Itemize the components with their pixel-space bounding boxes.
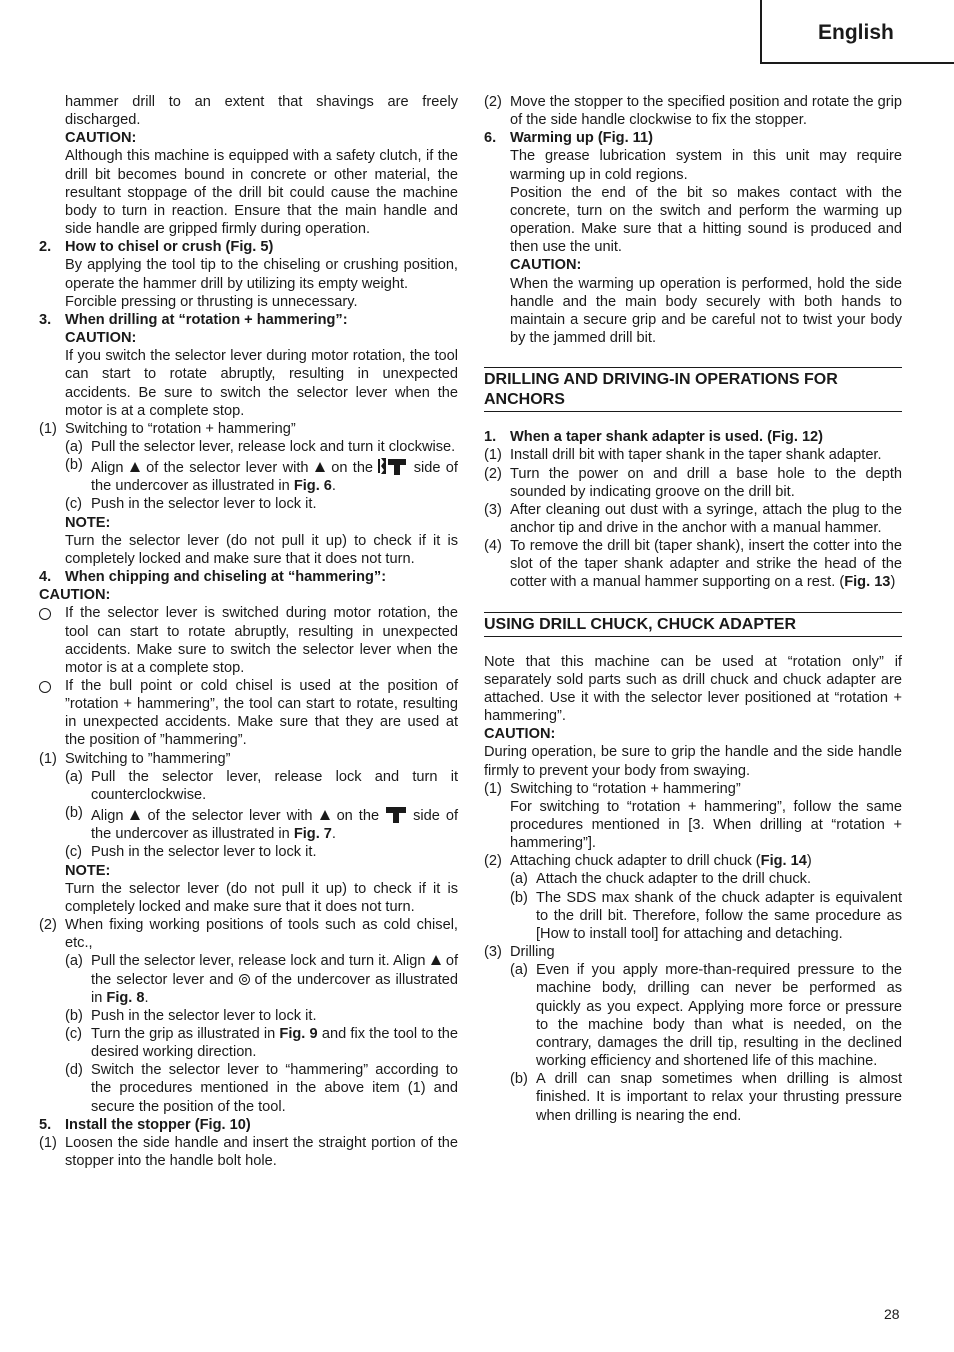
list-item: (3) After cleaning out dust with a syringe, attach the plug to the anchor tip and drive in the anchor with a manual hammer. xyxy=(484,501,902,536)
section-6-heading: 6. Warming up (Fig. 11) xyxy=(484,130,653,147)
triangle-mark-icon xyxy=(315,462,325,472)
triangle-mark-icon xyxy=(130,810,140,820)
list-item: If the selector lever is switched during motor rotation, the tool can start to rotate abruptly, resulting in unexpected accidents. Make sure to switch the selector lever when the motor is at a complete stop. xyxy=(39,604,458,677)
list-item: (c) Push in the selector lever to lock it. xyxy=(65,496,317,513)
list-item: (b) Align of the selector lever with on the side of the undercover as illustrated in Fig. 6. xyxy=(65,457,458,495)
list-item: (2) Move the stopper to the specified position and rotate the grip of the side handle clockwise to fix the stopper. xyxy=(484,94,902,129)
left-column xyxy=(39,93,458,1170)
list-item: (a) Pull the selector lever, release lock and turn it clockwise. xyxy=(65,438,456,455)
list-item: (4) To remove the drill bit (taper shank), insert the cotter into the slot of the taper shank adapter and strike the head of the cotter with a manual hammer supporting on a rest. (Fig. 13) xyxy=(484,538,902,591)
section-heading-anchors: DRILLING AND DRIVING-IN OPERATIONS FOR ANCHORS xyxy=(484,367,902,412)
list-item: (2) When fixing working positions of tools such as cold chisel, etc., xyxy=(39,917,458,952)
list-item: (2) Attaching chuck adapter to drill chuck (Fig. 14) xyxy=(484,853,812,870)
page-number: 28 xyxy=(884,1306,900,1322)
note-label: NOTE: xyxy=(65,862,111,879)
paragraph: Note that this machine can be used at “rotation only” if separately sold parts such as drill chuck and chuck adapter are attached. Use it with the selector lever positioned at “rotation + hammering”. xyxy=(484,653,902,725)
caution-label: CAUTION: xyxy=(484,726,556,743)
subsection-heading: 1. When a taper shank adapter is used. (Fig. 12) xyxy=(484,429,824,446)
list-item: (a) Pull the selector lever, release lock and turn it. Align of the selector lever and of the undercover as illustrated in Fig. 8. xyxy=(65,953,459,1006)
rotation-hammering-icon xyxy=(378,456,408,476)
caution-text: During operation, be sure to grip the handle and the side handle firmly to prevent your body from swaying. xyxy=(484,744,902,779)
list-item: (a) Pull the selector lever, release lock and turn it counterclockwise. xyxy=(65,768,458,803)
paragraph: Position the end of the bit so makes contact with the concrete, turn on the switch and perform the warming up operation. Make sure that a hitting sound is produced and then use the unit. xyxy=(510,184,902,256)
paragraph: For switching to “rotation + hammering”, follow the same procedures mentioned in [3. When drilling at “rotation + hammering”]. xyxy=(510,798,902,852)
list-item: (a) Attach the chuck adapter to the drill chuck. xyxy=(510,871,812,888)
triangle-mark-icon xyxy=(130,462,140,472)
hammering-icon xyxy=(385,804,407,824)
paragraph: The grease lubrication system in this unit may require warming up in cold regions. xyxy=(510,148,902,183)
paragraph: hammer drill to an extent that shavings are freely discharged. xyxy=(65,94,458,129)
paragraph: Forcible pressing or thrusting is unnecessary. xyxy=(65,293,358,310)
list-item: (c) Turn the grip as illustrated in Fig. 9 and fix the tool to the desired working direction. xyxy=(65,1025,458,1061)
list-item: If the bull point or cold chisel is used at the position of ”rotation + hammering”, the tool can start to rotate, resulting in unexpected accidents. Make sure that they are used at the position of ”hammering”. xyxy=(39,677,458,750)
section-4-heading: 4. When chipping and chiseling at “hammering”: xyxy=(39,569,387,586)
language-tab xyxy=(760,0,954,64)
list-item: (2) Turn the power on and drill a base hole to the depth sounded by indicating groove on the drill bit. xyxy=(484,465,902,500)
section-heading-drill-chuck: USING DRILL CHUCK, CHUCK ADAPTER xyxy=(484,612,902,637)
section-2-heading: 2. How to chisel or crush (Fig. 5) xyxy=(39,239,274,256)
caution-label: CAUTION: xyxy=(65,130,137,147)
list-item: (a) Even if you apply more-than-required pressure to the machine body, drilling can never be performed as quickly as you expect. Applying more force or pressure to the machine body than what is needed, on the contrary, damages the drill tip, resulting in the declined working efficiency and shortened life of this machine. xyxy=(510,962,902,1070)
triangle-mark-icon xyxy=(431,955,441,965)
caution-label: CAUTION: xyxy=(510,257,582,274)
note-label: NOTE: xyxy=(65,514,111,531)
list-item: (1) Switching to ”hammering” xyxy=(39,750,231,767)
caution-label: CAUTION: xyxy=(65,330,137,347)
list-item: (3) Drilling xyxy=(484,944,555,961)
list-item: (b) Align of the selector lever with on the side of the undercover as illustrated in Fig. 7. xyxy=(65,805,459,843)
list-item: (1) Switching to “rotation + hammering” xyxy=(484,780,741,797)
list-item: (1) Loosen the side handle and insert the straight portion of the stopper into the handle bolt hole. xyxy=(39,1134,458,1170)
note-text: Turn the selector lever (do not pull it up) to check if it is completely locked and make sure that it does not turn. xyxy=(65,880,458,915)
caution-text: If you switch the selector lever during motor rotation, the tool can start to rotate abruptly, resulting in unexpected accidents. Be sure to switch the selector lever when the motor is at a complete stop. xyxy=(65,348,458,419)
list-item: (1) Switching to “rotation + hammering” xyxy=(39,420,296,437)
caution-text: Although this machine is equipped with a safety clutch, if the drill bit becomes bound in concrete or other material, the resultant stoppage of the drill bit could cause the machine body to turn in reaction. Ensure that the main handle and side handle are gripped firmly during operation. xyxy=(65,148,458,238)
list-item: (c) Push in the selector lever to lock it. xyxy=(65,844,317,861)
triangle-mark-icon xyxy=(320,810,330,820)
list-item: (1) Install drill bit with taper shank in the taper shank adapter. xyxy=(484,447,882,464)
list-item: (b) A drill can snap sometimes when drilling is almost finished. It is important to relax your thrusting pressure when drilling is nearing the end. xyxy=(510,1071,902,1124)
note-text: Turn the selector lever (do not pull it up) to check if it is completely locked and make sure that it does not turn. xyxy=(65,532,458,567)
section-5-heading: 5. Install the stopper (Fig. 10) xyxy=(39,1116,251,1133)
language-label: English xyxy=(818,21,894,44)
double-circle-icon xyxy=(239,974,250,985)
bullet-circle-icon xyxy=(39,608,51,620)
section-3-heading: 3. When drilling at “rotation + hammering”: xyxy=(39,311,348,328)
caution-text: When the warming up operation is performed, hold the side handle and the main body securely with both hands to maintain a secure grip and be careful not to twist your body by the jammed drill bit. xyxy=(510,275,902,347)
list-item: (b) Push in the selector lever to lock it. xyxy=(65,1007,317,1024)
list-item: (b) The SDS max shank of the chuck adapter is equivalent to the drill bit. Therefore, follow the same procedure as [How to install tool] for attaching and detaching. xyxy=(510,889,902,942)
list-item: (d) Switch the selector lever to “hammering” according to the procedures mentioned in the above item (1) and secure the position of the tool. xyxy=(65,1062,458,1115)
right-column xyxy=(484,93,902,1125)
paragraph: By applying the tool tip to the chiseling or crushing position, operate the hammer drill by utilizing its empty weight. xyxy=(65,257,458,292)
bullet-circle-icon xyxy=(39,681,51,693)
caution-label: CAUTION: xyxy=(39,587,111,604)
